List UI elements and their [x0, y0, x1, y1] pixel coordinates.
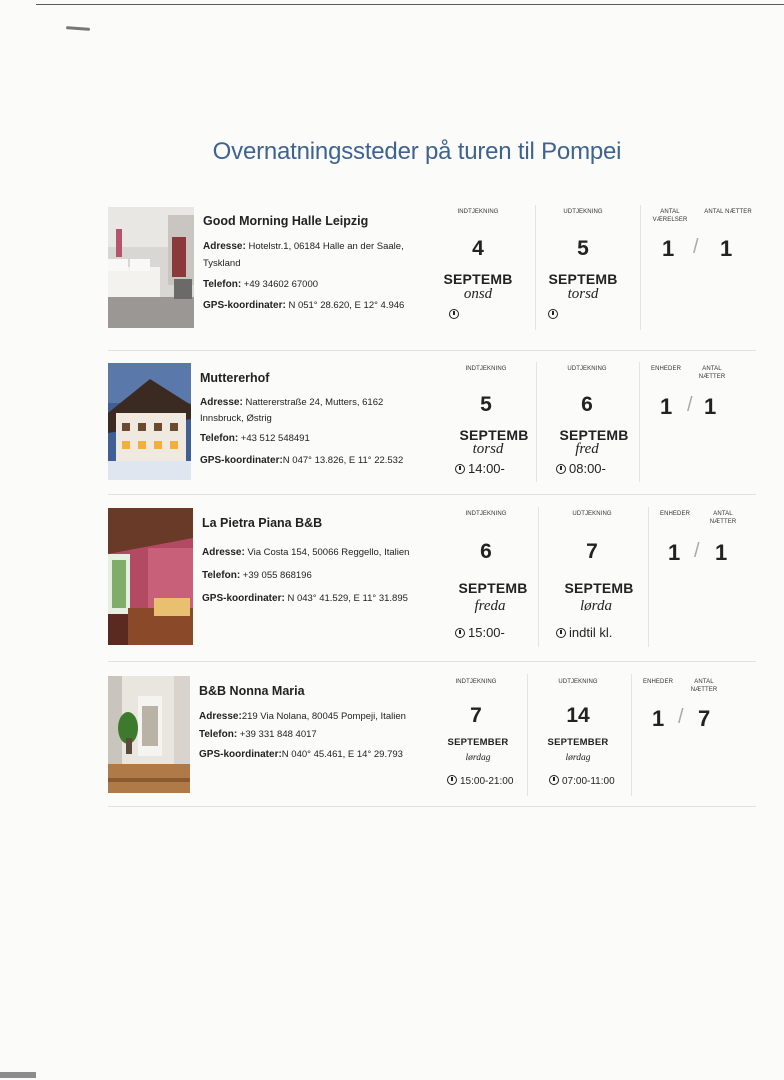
checkin-weekday: freda: [474, 598, 506, 614]
hotel-phone: +43 512 548491: [240, 433, 310, 444]
column-divider: [538, 507, 539, 647]
phone-label: Telefon:: [200, 433, 239, 444]
address-label: Adresse:: [199, 711, 242, 722]
phone-label: Telefon:: [199, 729, 238, 740]
checkin-weekday: lørdag: [465, 753, 491, 763]
checkin-day: 7: [470, 704, 482, 727]
gps-label: GPS-koordinater:: [200, 455, 283, 466]
checkin-time: 15:00-: [455, 625, 505, 640]
gps-label: GPS-koordinater:: [203, 300, 286, 311]
address-label: Adresse:: [202, 547, 245, 558]
nights-label: ANTAL NÆTTER: [690, 679, 718, 693]
checkout-time: 07:00-11:00: [549, 775, 615, 787]
checkin-label: INDTJEKNING: [457, 209, 499, 215]
gps-label: GPS-koordinater:: [202, 593, 285, 604]
nights-count: 7: [698, 706, 711, 731]
clock-icon: [447, 775, 457, 785]
rooms-count: 1: [662, 236, 675, 261]
checkin-time: [449, 306, 462, 321]
rooms-label: ENHEDER: [642, 679, 674, 685]
checkout-label: UDTJEKNING: [567, 366, 607, 372]
hotel-name: Good Morning Halle Leipzig: [203, 214, 369, 228]
hotel-name: La Pietra Piana B&B: [202, 516, 323, 530]
clock-icon: [549, 775, 559, 785]
entry-divider: [108, 494, 756, 495]
hotel-address: Nattererstraße 24, Mutters, 6162: [245, 397, 384, 408]
entry-divider: [108, 350, 756, 351]
checkout-label: UDTJEKNING: [563, 209, 603, 215]
rooms-count: 1: [660, 394, 673, 419]
checkout-weekday: lørdag: [565, 753, 591, 763]
column-divider: [639, 362, 640, 482]
rooms-count: 1: [668, 540, 681, 565]
hotel-name: B&B Nonna Maria: [199, 684, 305, 698]
column-divider: [648, 507, 649, 647]
nights-count: 1: [715, 540, 728, 565]
clock-icon: [548, 309, 558, 319]
hotel-address: 219 Via Nolana, 80045 Pompeji, Italien: [241, 711, 406, 722]
hotel-photo: [108, 207, 194, 328]
checkin-day: 4: [472, 237, 484, 260]
hotel-phone: +39 055 868196: [242, 570, 312, 581]
checkout-month: SEPTEMB: [548, 271, 618, 287]
clock-icon: [455, 464, 465, 474]
clock-icon: [455, 628, 465, 638]
scan-edge-mark: [0, 1072, 36, 1078]
rooms-label: ENHEDER: [659, 511, 691, 517]
checkout-time: 08:00-: [556, 461, 606, 476]
clock-icon: [556, 464, 566, 474]
checkout-day: 5: [577, 237, 589, 260]
entry-divider: [108, 661, 756, 662]
hotel-phone: +39 331 848 4017: [239, 729, 317, 740]
count-separator: /: [693, 236, 699, 258]
checkout-weekday: fred: [575, 441, 599, 457]
address-label: Adresse:: [200, 397, 243, 408]
scan-edge-line: [36, 4, 784, 5]
checkin-label: INDTJEKNING: [465, 366, 507, 372]
count-separator: /: [687, 394, 693, 416]
hotel-gps: N 051° 28.620, E 12° 4.946: [288, 300, 405, 311]
checkin-weekday: onsd: [463, 286, 493, 302]
hotel-address-line2: Tyskland: [203, 258, 241, 269]
checkout-weekday: lørda: [580, 598, 612, 614]
checkin-month: SEPTEMBER: [447, 737, 509, 748]
column-divider: [536, 362, 537, 482]
checkout-month: SEPTEMB: [564, 580, 634, 596]
checkin-label: INDTJEKNING: [465, 511, 507, 517]
entry-divider: [108, 806, 756, 807]
hotel-phone: +49 34602 67000: [243, 279, 319, 290]
hotel-gps: N 043° 41.529, E 11° 31.895: [287, 593, 408, 604]
rooms-count: 1: [652, 706, 665, 731]
checkout-day: 6: [581, 393, 593, 416]
count-separator: /: [694, 540, 700, 562]
checkout-day: 14: [566, 704, 590, 727]
checkout-time: [548, 306, 561, 321]
phone-label: Telefon:: [203, 279, 242, 290]
rooms-label: ANTAL VÆRELSER: [652, 209, 688, 223]
column-divider: [527, 674, 528, 796]
nights-count: 1: [720, 236, 733, 261]
hotel-address-line2: Innsbruck, Østrig: [200, 413, 272, 424]
checkout-day: 7: [586, 540, 598, 563]
column-divider: [535, 205, 536, 330]
checkin-day: 6: [480, 540, 492, 563]
hotel-gps: N 040° 45.461, E 14° 29.793: [281, 749, 403, 760]
checkout-label: UDTJEKNING: [558, 679, 598, 685]
clock-icon: [556, 628, 566, 638]
nights-count: 1: [704, 394, 717, 419]
column-divider: [631, 674, 632, 796]
checkout-month: SEPTEMBER: [547, 737, 609, 748]
column-divider: [640, 205, 641, 330]
checkin-weekday: torsd: [472, 441, 504, 457]
nights-label: ANTAL NÆTTER: [704, 209, 752, 215]
checkin-month: SEPTEMB: [459, 427, 529, 443]
checkout-time: indtil kl.: [556, 625, 612, 640]
nights-label: ANTAL NÆTTER: [709, 511, 737, 525]
address-label: Adresse:: [203, 241, 246, 252]
hotel-photo: [108, 508, 193, 645]
hotel-photo: [108, 676, 190, 793]
checkin-month: SEPTEMB: [458, 580, 528, 596]
checkout-label: UDTJEKNING: [572, 511, 612, 517]
checkin-time: 15:00-21:00: [447, 775, 513, 787]
checkin-time: 14:00-: [455, 461, 505, 476]
checkin-day: 5: [480, 393, 492, 416]
hotel-address: Hotelstr.1, 06184 Halle an der Saale,: [248, 241, 404, 252]
count-separator: /: [678, 706, 684, 728]
hotel-name: Muttererhof: [200, 371, 270, 385]
hotel-photo: [108, 363, 191, 480]
page-title: Overnatningssteder på turen til Pompei: [212, 138, 622, 165]
checkin-month: SEPTEMB: [443, 271, 513, 287]
hotel-address: Via Costa 154, 50066 Reggello, Italien: [247, 547, 410, 558]
scan-mark: [66, 26, 90, 31]
clock-icon: [449, 309, 459, 319]
checkin-label: INDTJEKNING: [455, 679, 497, 685]
checkout-month: SEPTEMB: [559, 427, 629, 443]
checkout-weekday: torsd: [567, 286, 599, 302]
rooms-label: ENHEDER: [650, 366, 682, 372]
nights-label: ANTAL NÆTTER: [698, 366, 726, 380]
gps-label: GPS-koordinater:: [199, 749, 282, 760]
hotel-gps: N 047° 13.826, E 11° 22.532: [282, 455, 404, 466]
phone-label: Telefon:: [202, 570, 241, 581]
